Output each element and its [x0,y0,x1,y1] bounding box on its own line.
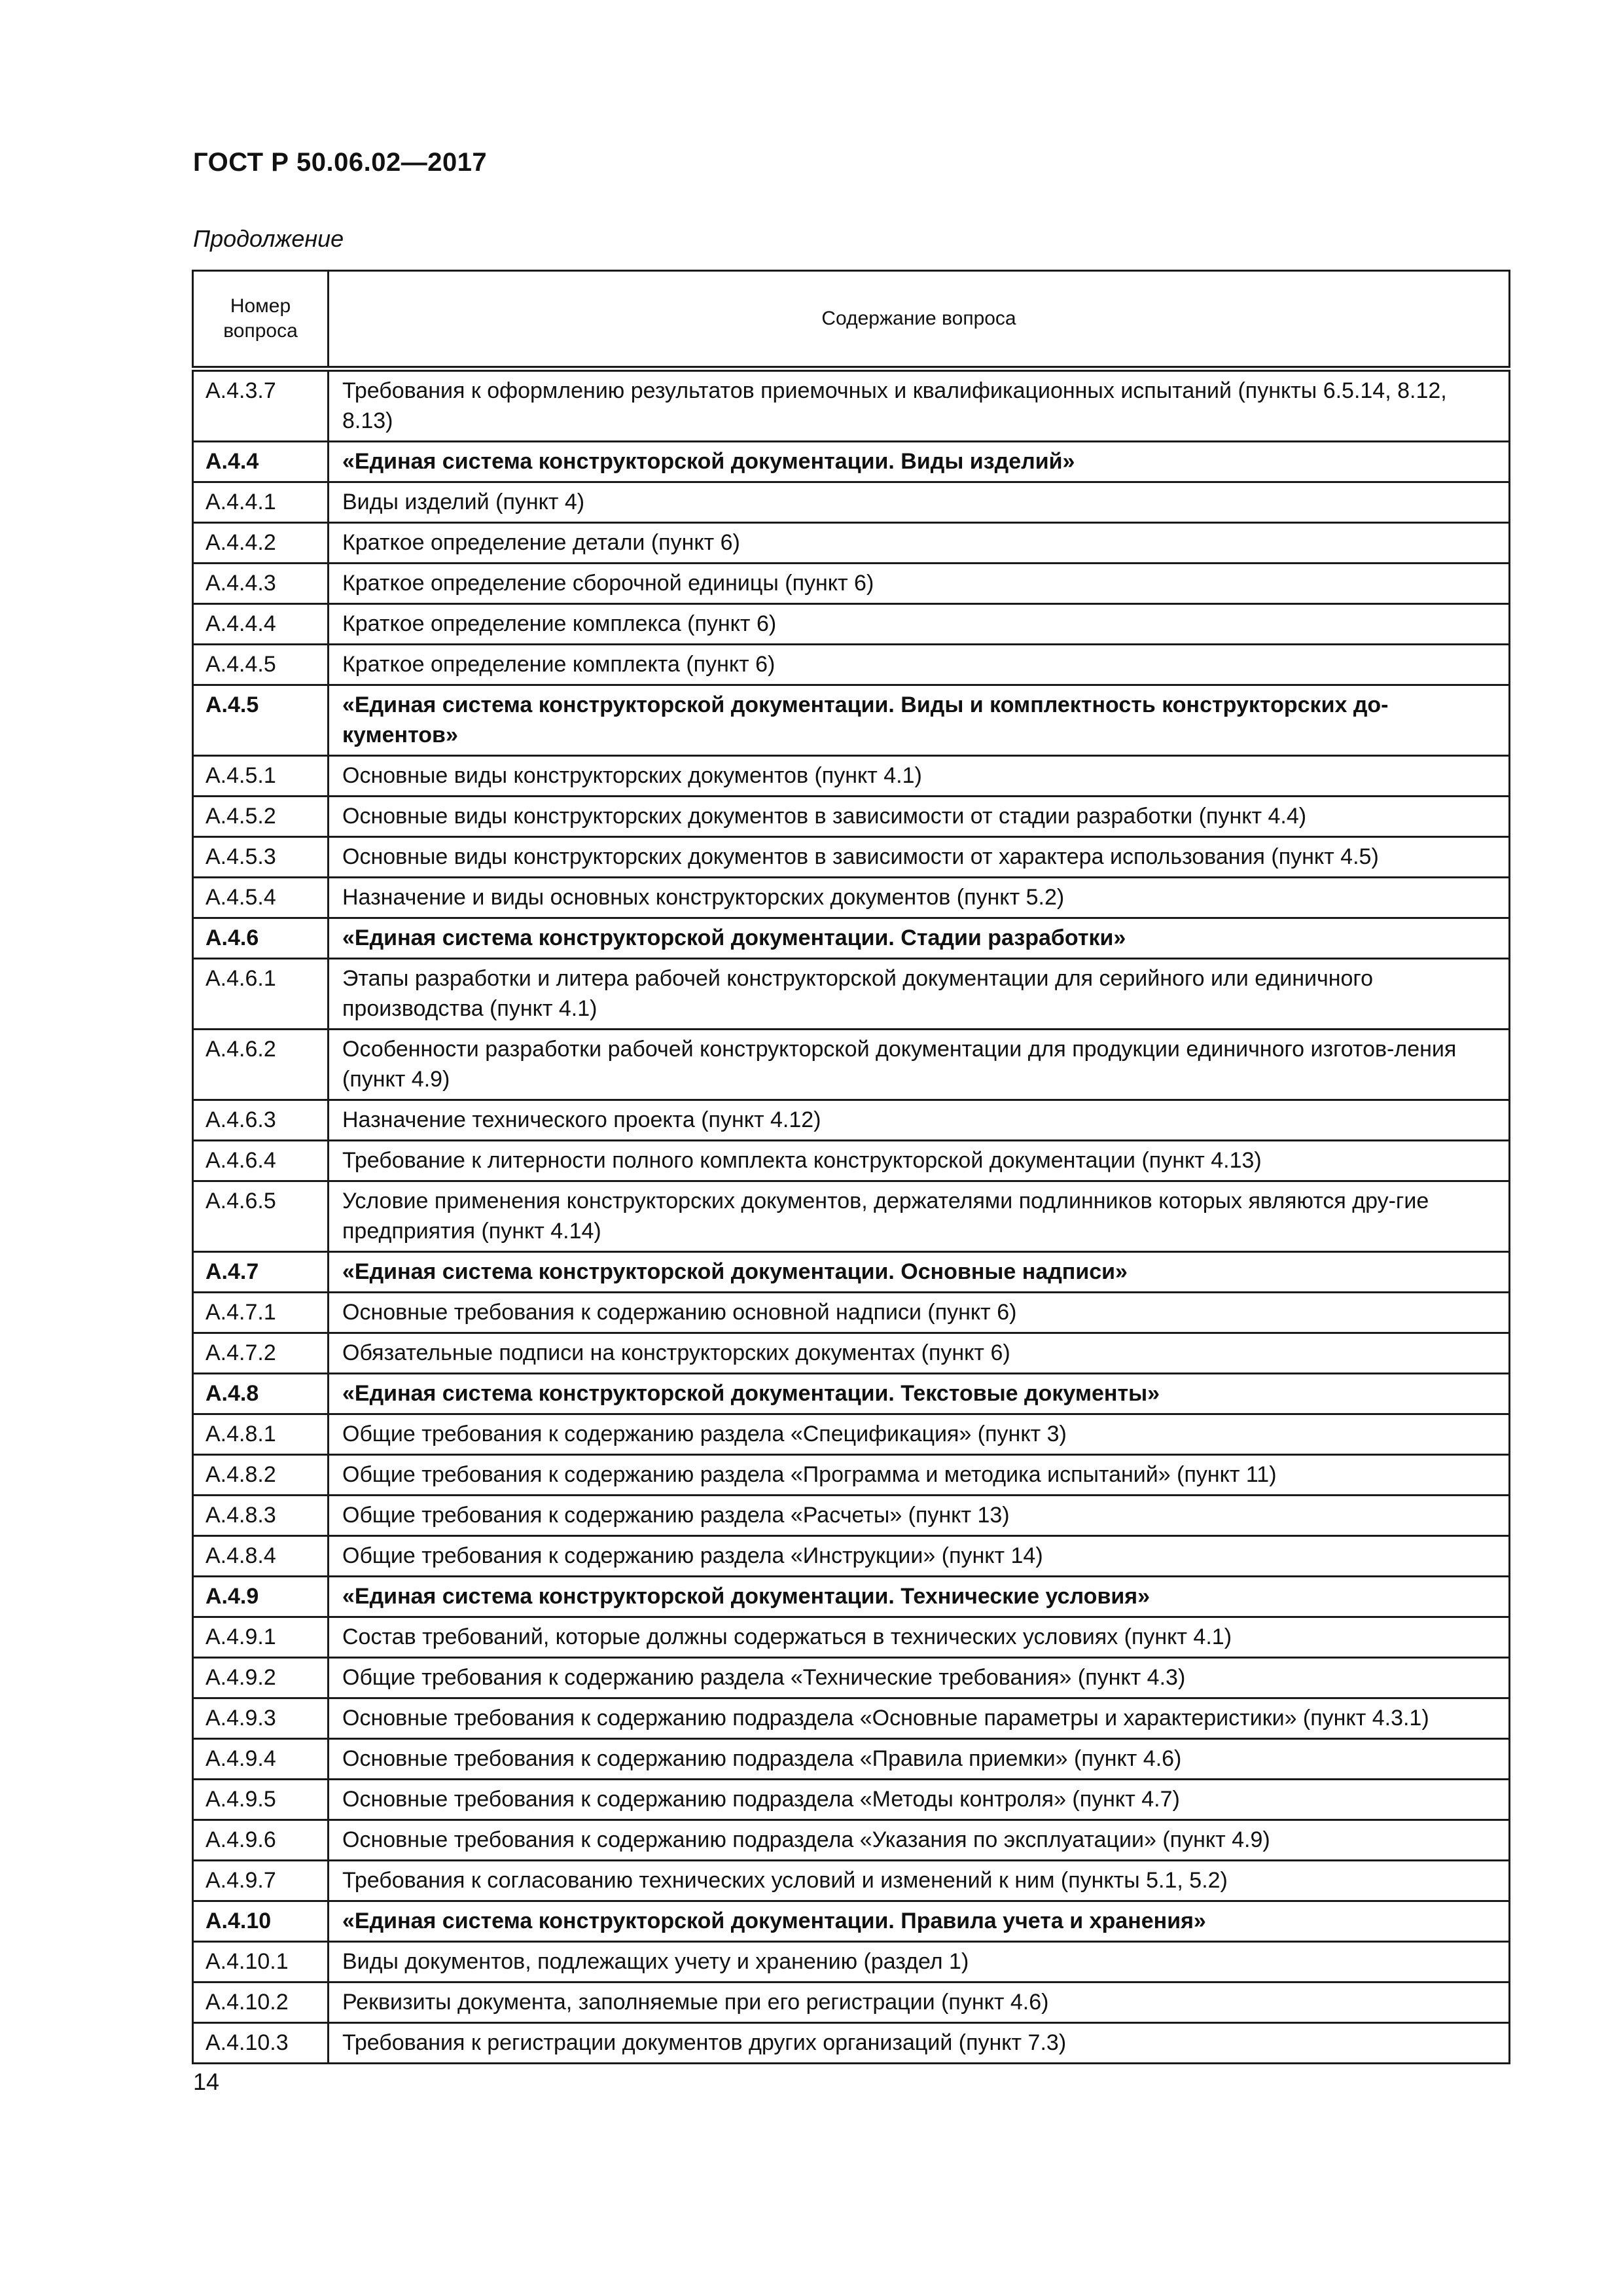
table-row [193,959,1510,1030]
column-header-content: Содержание вопроса [329,271,1510,369]
table-row [193,837,1510,878]
table-row [193,604,1510,645]
question-content: «Единая система конструкторской документации. Правила учета и хранения» [329,1901,1510,1942]
column-header-number: Номер вопроса [193,271,329,369]
table-row [193,797,1510,837]
question-number: А.4.6.2 [193,1030,329,1100]
question-number: А.4.7.2 [193,1333,329,1374]
questions-table [192,270,1510,2064]
table-body [193,369,1510,2064]
question-content: Виды изделий (пункт 4) [329,482,1510,523]
table-row [193,1942,1510,1982]
question-number: А.4.4 [193,442,329,482]
question-number: А.4.4.5 [193,645,329,685]
question-content: Виды документов, подлежащих учету и хранению (раздел 1) [329,1942,1510,1982]
question-number: А.4.9.4 [193,1739,329,1780]
question-content: Краткое определение комплекса (пункт 6) [329,604,1510,645]
question-content: Основные требования к содержанию подраздела «Правила приемки» (пункт 4.6) [329,1739,1510,1780]
question-number: А.4.10 [193,1901,329,1942]
table-section-row [193,918,1510,959]
table-row [193,1780,1510,1820]
question-number: А.4.9.2 [193,1658,329,1698]
question-number: А.4.5.2 [193,797,329,837]
question-number: А.4.8.3 [193,1496,329,1536]
table-section-row [193,1374,1510,1414]
question-content: Основные виды конструкторских документов в зависимости от стадии разработки (пункт 4.4) [329,797,1510,837]
question-content: Основные виды конструкторских документов (пункт 4.1) [329,756,1510,797]
question-number: А.4.8.2 [193,1455,329,1496]
table-row [193,1658,1510,1698]
table-row [193,1030,1510,1100]
table-row [193,1100,1510,1141]
question-content: Общие требования к содержанию раздела «Расчеты» (пункт 13) [329,1496,1510,1536]
table-row [193,1698,1510,1739]
table-section-row [193,442,1510,482]
question-number: А.4.10.2 [193,1982,329,2023]
question-content: Основные требования к содержанию подраздела «Основные параметры и характеристики» (пункт 4.3.1) [329,1698,1510,1739]
table-row [193,1982,1510,2023]
question-number: А.4.4.4 [193,604,329,645]
question-content: Требование к литерности полного комплекта конструкторской документации (пункт 4.13) [329,1141,1510,1181]
question-number: А.4.3.7 [193,369,329,442]
question-number: А.4.4.2 [193,523,329,564]
question-number: А.4.7.1 [193,1293,329,1333]
question-number: А.4.6.5 [193,1181,329,1252]
table-row [193,878,1510,918]
question-content: «Единая система конструкторской документации. Технические условия» [329,1577,1510,1617]
question-content: Назначение и виды основных конструкторских документов (пункт 5.2) [329,878,1510,918]
question-number: А.4.6.3 [193,1100,329,1141]
question-number: А.4.10.1 [193,1942,329,1982]
question-content: Общие требования к содержанию раздела «Технические требования» (пункт 4.3) [329,1658,1510,1698]
table-row [193,564,1510,604]
table-section-row [193,685,1510,756]
table-section-row [193,1252,1510,1293]
question-number: А.4.8.1 [193,1414,329,1455]
table-header-row [193,271,1510,369]
question-number: А.4.4.3 [193,564,329,604]
table-row [193,1333,1510,1374]
table-row [193,1617,1510,1658]
question-content: «Единая система конструкторской документации. Основные надписи» [329,1252,1510,1293]
question-number: А.4.9.7 [193,1861,329,1901]
table-row [193,369,1510,442]
question-content: Основные требования к содержанию подраздела «Методы контроля» (пункт 4.7) [329,1780,1510,1820]
table-row [193,482,1510,523]
continuation-label: Продолжение [193,225,344,252]
question-content: Общие требования к содержанию раздела «Спецификация» (пункт 3) [329,1414,1510,1455]
table-row [193,2023,1510,2064]
question-content: «Единая система конструкторской документации. Стадии разработки» [329,918,1510,959]
table-row [193,756,1510,797]
question-content: Требования к согласованию технических условий и изменений к ним (пункты 5.1, 5.2) [329,1861,1510,1901]
question-content: Реквизиты документа, заполняемые при его регистрации (пункт 4.6) [329,1982,1510,2023]
question-content: Краткое определение комплекта (пункт 6) [329,645,1510,685]
question-content: Основные требования к содержанию основной надписи (пункт 6) [329,1293,1510,1333]
question-content: Основные виды конструкторских документов в зависимости от характера использования (пункт 4.5) [329,837,1510,878]
question-number: А.4.8.4 [193,1536,329,1577]
table-row [193,1455,1510,1496]
document-header: ГОСТ Р 50.06.02—2017 [193,148,488,177]
table-row [193,523,1510,564]
question-number: А.4.8 [193,1374,329,1414]
question-content: Особенности разработки рабочей конструкторской документации для продукции единичного изготов-ления (пункт 4.9) [329,1030,1510,1100]
table-row [193,1739,1510,1780]
question-content: Краткое определение детали (пункт 6) [329,523,1510,564]
question-number: А.4.4.1 [193,482,329,523]
table-row [193,1820,1510,1861]
question-content: Общие требования к содержанию раздела «Инструкции» (пункт 14) [329,1536,1510,1577]
question-number: А.4.9.6 [193,1820,329,1861]
question-number: А.4.10.3 [193,2023,329,2064]
question-number: А.4.9.3 [193,1698,329,1739]
question-number: А.4.9.1 [193,1617,329,1658]
question-number: А.4.5.3 [193,837,329,878]
table-section-row [193,1577,1510,1617]
table-row [193,1414,1510,1455]
question-number: А.4.6 [193,918,329,959]
question-number: А.4.9 [193,1577,329,1617]
table-row [193,1293,1510,1333]
page-number: 14 [193,2068,220,2095]
table-section-row [193,1901,1510,1942]
question-content: Условие применения конструкторских документов, держателями подлинников которых являются дру-гие предприятия (пункт 4.14) [329,1181,1510,1252]
table-row [193,1536,1510,1577]
question-content: Назначение технического проекта (пункт 4.12) [329,1100,1510,1141]
question-content: Основные требования к содержанию подраздела «Указания по эксплуатации» (пункт 4.9) [329,1820,1510,1861]
question-content: Состав требований, которые должны содержаться в технических условиях (пункт 4.1) [329,1617,1510,1658]
question-number: А.4.9.5 [193,1780,329,1820]
table-row [193,1141,1510,1181]
question-number: А.4.5 [193,685,329,756]
table-row [193,1496,1510,1536]
question-content: Обязательные подписи на конструкторских документах (пункт 6) [329,1333,1510,1374]
question-content: Требования к регистрации документов других организаций (пункт 7.3) [329,2023,1510,2064]
question-number: А.4.7 [193,1252,329,1293]
question-number: А.4.5.4 [193,878,329,918]
question-content: «Единая система конструкторской документации. Виды и комплектность конструкторских до-кументов» [329,685,1510,756]
table-row [193,1861,1510,1901]
table-row [193,645,1510,685]
table-row [193,1181,1510,1252]
question-number: А.4.5.1 [193,756,329,797]
question-content: Требования к оформлению результатов приемочных и квалификационных испытаний (пункты 6.5.14, 8.12, 8.13) [329,369,1510,442]
question-content: Общие требования к содержанию раздела «Программа и методика испытаний» (пункт 11) [329,1455,1510,1496]
question-content: Краткое определение сборочной единицы (пункт 6) [329,564,1510,604]
question-content: Этапы разработки и литера рабочей конструкторской документации для серийного или единичного производства (пункт 4.1) [329,959,1510,1030]
question-number: А.4.6.4 [193,1141,329,1181]
question-number: А.4.6.1 [193,959,329,1030]
question-content: «Единая система конструкторской документации. Виды изделий» [329,442,1510,482]
question-content: «Единая система конструкторской документации. Текстовые документы» [329,1374,1510,1414]
